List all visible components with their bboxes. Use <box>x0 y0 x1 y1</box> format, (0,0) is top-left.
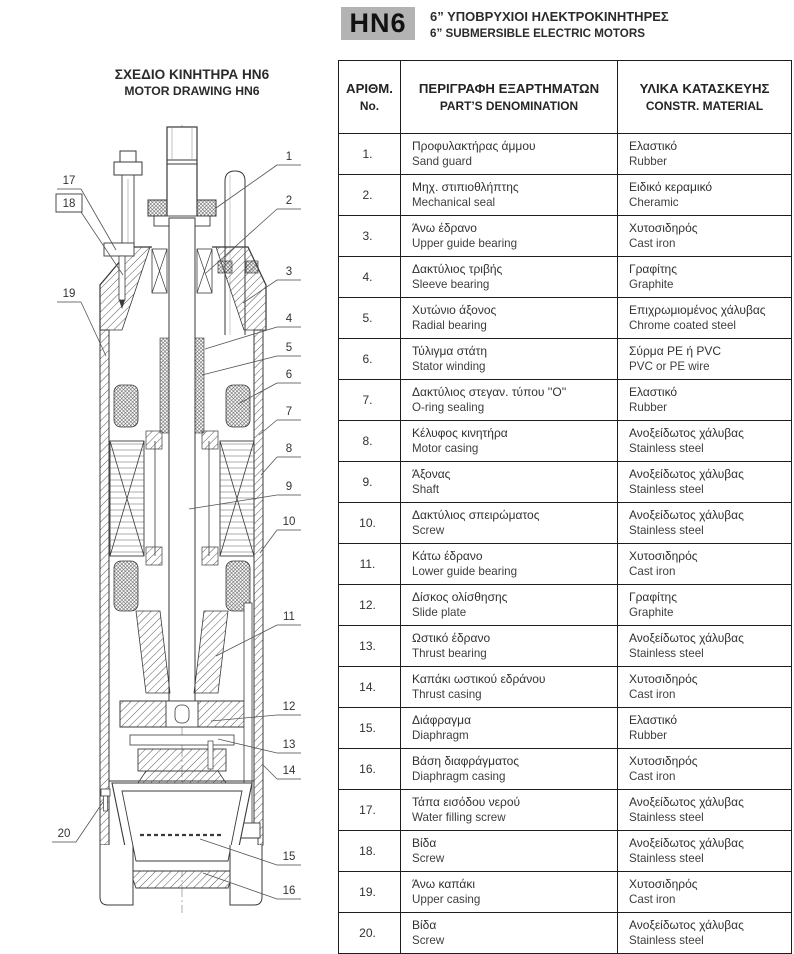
cell-part <box>401 462 618 503</box>
cell-material-text: Stainless steel <box>629 483 704 496</box>
header-part-greek: ΠΕΡΙΓΡΑΦΗ ΕΞΑΡΤΗΜΑΤΩΝ <box>418 81 600 96</box>
cell-part <box>401 421 618 462</box>
cell-part-text: O-ring sealing <box>412 401 485 414</box>
cell-part-text: Screw <box>412 852 445 865</box>
cell-number-text: 11. <box>359 557 376 571</box>
cell-material-text: Stainless steel <box>629 811 704 824</box>
cell-part-text: Thrust casing <box>412 688 482 701</box>
cell-material <box>618 339 792 380</box>
cell-material-text: Ανοξείδωτος χάλυβας <box>629 508 744 522</box>
cell-part <box>401 749 618 790</box>
table-row <box>339 872 792 913</box>
header-material-english: CONSTR. MATERIAL <box>645 99 764 113</box>
cell-material-text: Ανοξείδωτος χάλυβας <box>629 426 744 440</box>
parts-table <box>338 60 792 954</box>
cell-material <box>618 421 792 462</box>
cell-part <box>401 216 618 257</box>
cell-number-text: 3. <box>362 229 373 243</box>
cell-part-text: Shaft <box>412 483 440 496</box>
cell-part <box>401 585 618 626</box>
table-row <box>339 913 792 954</box>
callout-label-16: 16 <box>282 885 296 897</box>
table-row <box>339 831 792 872</box>
callout-leader-line <box>262 764 277 779</box>
cell-number-text: 8. <box>362 434 373 448</box>
cell-material <box>618 503 792 544</box>
cell-part-text: Διάφραγμα <box>412 713 472 727</box>
thrust-assembly <box>120 701 244 783</box>
cell-material <box>618 626 792 667</box>
cell-material-text: Ελαστικό <box>629 385 678 399</box>
cell-number <box>339 380 401 421</box>
cell-number <box>339 913 401 954</box>
cell-number <box>339 790 401 831</box>
cell-part-text: Δακτύλιος τριβής <box>412 262 503 276</box>
cell-part-text: Δακτύλιος σπειρώματος <box>412 508 540 522</box>
cell-material-text: Cast iron <box>629 893 676 906</box>
cell-part-text: Radial bearing <box>412 319 487 332</box>
cell-material-text: Stainless steel <box>629 647 704 660</box>
cell-material-text: Cheramic <box>629 196 679 209</box>
cell-number <box>339 462 401 503</box>
model-badge: HN6 <box>341 7 415 40</box>
cell-material-text: Ανοξείδωτος χάλυβας <box>629 795 744 809</box>
cell-part-text: Άνω έδρανο <box>412 221 477 235</box>
cell-part-text: Sand guard <box>412 155 472 168</box>
cell-material-text: Ελαστικό <box>629 713 678 727</box>
cell-material-text: Επιχρωμιομένος χάλυβας <box>629 303 766 317</box>
cell-material <box>618 749 792 790</box>
cell-part <box>401 298 618 339</box>
callout-leader-line <box>202 356 277 375</box>
motor-drawing-svg <box>48 123 338 923</box>
callout-label-19: 19 <box>62 288 76 300</box>
cell-part <box>401 544 618 585</box>
cell-number-text: 14. <box>359 680 376 694</box>
cell-part-text: Άξονας <box>412 467 451 481</box>
cell-material <box>618 298 792 339</box>
table-row <box>339 257 792 298</box>
callout-label-2: 2 <box>285 195 293 207</box>
cell-number-text: 17. <box>359 803 376 817</box>
cell-number-text: 18. <box>359 844 376 858</box>
callout-label-3: 3 <box>285 266 293 278</box>
table-row <box>339 626 792 667</box>
header-title-english: 6” SUBMERSIBLE ELECTRIC MOTORS <box>430 27 645 40</box>
foot-right <box>230 845 262 905</box>
cell-material <box>618 257 792 298</box>
cell-material-text: Ειδικό κεραμικό <box>629 180 713 194</box>
cell-number <box>339 257 401 298</box>
cell-material <box>618 544 792 585</box>
foot-left <box>100 845 133 905</box>
cell-material-text: Ανοξείδωτος χάλυβας <box>629 467 744 481</box>
callout-label-10: 10 <box>282 516 296 528</box>
cell-part-text: Ωστικό έδρανο <box>412 631 491 645</box>
table-row <box>339 667 792 708</box>
cell-material <box>618 708 792 749</box>
cell-material-text: Γραφίτης <box>629 590 678 604</box>
cell-material-text: Rubber <box>629 401 668 414</box>
cell-part-text: Lower guide bearing <box>412 565 518 578</box>
table-row <box>339 339 792 380</box>
cell-material-text: Cast iron <box>629 237 676 250</box>
cell-material-text: Stainless steel <box>629 524 704 537</box>
cell-number-text: 1. <box>362 147 373 161</box>
callout-leader-line <box>76 802 103 842</box>
cell-material <box>618 216 792 257</box>
callout-label-13: 13 <box>282 739 296 751</box>
callout-label-1: 1 <box>285 151 293 163</box>
cell-material-text: Χυτοσιδηρός <box>629 549 698 563</box>
header-material-greek: ΥΛΙΚΑ ΚΑΤΑΣΚΕΥΗΣ <box>639 81 770 96</box>
table-row <box>339 462 792 503</box>
cell-number-text: 13. <box>359 639 376 653</box>
shaft <box>169 218 195 706</box>
cell-part-text: Upper guide bearing <box>412 237 518 250</box>
callout-label-17: 17 <box>62 175 76 187</box>
cell-material <box>618 380 792 421</box>
cell-number-text: 7. <box>362 393 373 407</box>
cell-material-text: Ανοξείδωτος χάλυβας <box>629 836 744 850</box>
cell-number <box>339 585 401 626</box>
motor-drawing <box>48 123 338 923</box>
cell-number <box>339 708 401 749</box>
cell-material-text: Γραφίτης <box>629 262 678 276</box>
cell-part-text: Water filling screw <box>412 811 506 824</box>
cell-material-text: Graphite <box>629 606 674 619</box>
header-number-english: No. <box>359 99 380 113</box>
cell-number-text: 9. <box>362 475 373 489</box>
cell-material-text: Χυτοσιδηρός <box>629 754 698 768</box>
header-number-greek: ΑΡΙΘΜ. <box>346 81 393 96</box>
cell-part-text: Slide plate <box>412 606 467 619</box>
header-part-english: PART’S DENOMINATION <box>439 99 579 113</box>
page-header <box>430 9 669 42</box>
cell-material-text: Graphite <box>629 278 674 291</box>
callout-label-9: 9 <box>285 481 293 493</box>
motor-cross-section <box>100 127 266 905</box>
cell-number <box>339 749 401 790</box>
cell-part-text: Μηχ. στιπιοθλήπτης <box>412 180 519 194</box>
cell-material-text: Rubber <box>629 729 668 742</box>
cell-part-text: Thrust bearing <box>412 647 487 660</box>
lower-guide-bearing <box>136 611 170 693</box>
cell-part <box>401 134 618 175</box>
cell-material <box>618 872 792 913</box>
header-title-greek: 6” ΥΠΟΒΡΥΧΙΟΙ ΗΛΕΚΤΡΟΚΙΝΗΤΗΡΕΣ <box>430 9 669 24</box>
cell-material-text: Cast iron <box>629 770 676 783</box>
cell-material-text: Rubber <box>629 155 668 168</box>
cell-part <box>401 708 618 749</box>
cell-number-text: 5. <box>362 311 373 325</box>
cell-part-text: Κέλυφος κινητήρα <box>412 426 508 440</box>
cell-material-text: Χυτοσιδηρός <box>629 877 698 891</box>
cell-number <box>339 872 401 913</box>
cell-material <box>618 667 792 708</box>
cell-part-text: Diaphragm <box>412 729 469 742</box>
cell-part-text: Βίδα <box>412 836 437 850</box>
cell-material <box>618 913 792 954</box>
cell-material <box>618 790 792 831</box>
cell-material-text: Chrome coated steel <box>629 319 736 332</box>
cell-number <box>339 831 401 872</box>
stator-winding-bottom <box>114 561 138 611</box>
table-row <box>339 175 792 216</box>
cell-number-text: 4. <box>362 270 373 284</box>
sleeve-bearing <box>160 338 169 433</box>
cell-number-text: 20. <box>359 926 376 940</box>
cell-part-text: Diaphragm casing <box>412 770 506 783</box>
cell-number-text: 6. <box>362 352 373 366</box>
table-row <box>339 298 792 339</box>
cell-material-text: Ανοξείδωτος χάλυβας <box>629 631 744 645</box>
cell-material-text: Stainless steel <box>629 442 704 455</box>
table-row <box>339 585 792 626</box>
motor-casing-right <box>254 330 263 845</box>
cell-part <box>401 503 618 544</box>
cell-part-text: Motor casing <box>412 442 479 455</box>
cell-part-text: Δίσκος ολίσθησης <box>412 590 508 604</box>
cell-material-text: Ελαστικό <box>629 139 678 153</box>
cell-part <box>401 667 618 708</box>
callout-label-18: 18 <box>62 198 76 210</box>
cell-part-text: Χυτώνιο άξονος <box>412 303 497 317</box>
table-header-row <box>339 61 792 134</box>
table-row <box>339 708 792 749</box>
cell-material-text: Stainless steel <box>629 852 704 865</box>
cell-part <box>401 831 618 872</box>
cell-material-text: Cast iron <box>629 688 676 701</box>
cell-number <box>339 134 401 175</box>
cell-number <box>339 175 401 216</box>
callout-label-14: 14 <box>282 765 296 777</box>
cell-number-text: 16. <box>359 762 376 776</box>
cell-number-text: 12. <box>359 598 376 612</box>
cell-material <box>618 462 792 503</box>
cell-material-text: Χυτοσιδηρός <box>629 221 698 235</box>
cell-number <box>339 626 401 667</box>
parts-table-body <box>339 134 792 954</box>
drawing-title-greek: ΣΧΕΔΙΟ ΚΙΝΗΤΗΡΑ HN6 <box>114 67 270 82</box>
table-row <box>339 380 792 421</box>
cell-material-text: Σύρμα PE ή PVC <box>629 344 722 358</box>
cell-part <box>401 380 618 421</box>
cell-number <box>339 667 401 708</box>
cell-part-text: Τάπα εισόδου νερού <box>412 795 521 809</box>
cell-part-text: Βάση διαφράγματος <box>412 754 520 768</box>
cell-part <box>401 339 618 380</box>
table-row <box>339 503 792 544</box>
top-bolt <box>114 151 142 247</box>
cell-part-text: Καπάκι ωστικού εδράνου <box>412 672 546 686</box>
cell-part-text: Screw <box>412 934 445 947</box>
cell-number-text: 19. <box>359 885 376 899</box>
cell-material <box>618 585 792 626</box>
cell-material-text: Ανοξείδωτος χάλυβας <box>629 918 744 932</box>
cell-part-text: Βίδα <box>412 918 437 932</box>
cell-part <box>401 175 618 216</box>
cell-number <box>339 339 401 380</box>
cell-part-text: Προφυλακτήρας άμμου <box>412 139 536 153</box>
table-row <box>339 421 792 462</box>
cell-part-text: Τύλιγμα στάτη <box>412 344 488 358</box>
cell-part <box>401 257 618 298</box>
cell-material <box>618 831 792 872</box>
table-row <box>339 749 792 790</box>
cell-part <box>401 872 618 913</box>
header-material-column <box>618 61 792 134</box>
cell-part-text: Sleeve bearing <box>412 278 490 291</box>
header-number-column <box>339 61 401 134</box>
cell-part-text: Upper casing <box>412 893 481 906</box>
cell-part-text: Κάτω έδρανο <box>412 549 483 563</box>
header-part-column <box>401 61 618 134</box>
motor-casing-left <box>100 330 109 845</box>
cell-part-text: Δακτύλιος στεγαν. τύπου ''Ο'' <box>412 385 567 399</box>
sand-guard <box>148 200 167 216</box>
callout-label-6: 6 <box>285 369 293 381</box>
cell-number <box>339 298 401 339</box>
callout-label-15: 15 <box>282 851 296 863</box>
cell-material-text: Stainless steel <box>629 934 704 947</box>
shaft-top <box>167 127 197 218</box>
cell-number-text: 10. <box>359 516 376 530</box>
drawing-title-english: MOTOR DRAWING HN6 <box>124 84 260 98</box>
cell-part <box>401 626 618 667</box>
callout-label-11: 11 <box>283 611 295 623</box>
table-row <box>339 790 792 831</box>
cell-part-text: Stator winding <box>412 360 486 373</box>
cell-material <box>618 134 792 175</box>
callout-label-7: 7 <box>285 406 293 418</box>
table-row <box>339 544 792 585</box>
callout-label-12: 12 <box>282 701 296 713</box>
stator-winding-top <box>114 385 138 427</box>
cell-part-text: Mechanical seal <box>412 196 496 209</box>
cell-material <box>618 175 792 216</box>
table-row <box>339 216 792 257</box>
cell-material-text: Χυτοσιδηρός <box>629 672 698 686</box>
callout-leader-line <box>205 327 277 349</box>
callout-label-20: 20 <box>57 828 71 840</box>
cell-number <box>339 216 401 257</box>
table-row <box>339 134 792 175</box>
cell-part <box>401 790 618 831</box>
cell-part-text: Άνω καπάκι <box>412 877 475 891</box>
cell-number-text: 15. <box>359 721 376 735</box>
cell-material-text: Cast iron <box>629 565 676 578</box>
cell-part <box>401 913 618 954</box>
cell-number <box>339 421 401 462</box>
cell-number <box>339 544 401 585</box>
cell-number <box>339 503 401 544</box>
drawing-title <box>58 66 326 100</box>
callout-label-5: 5 <box>285 342 293 354</box>
cell-material-text: PVC or PE wire <box>629 360 710 373</box>
cell-part-text: Screw <box>412 524 445 537</box>
cell-number-text: 2. <box>362 188 373 202</box>
callout-label-8: 8 <box>285 443 293 455</box>
callout-label-4: 4 <box>285 313 293 325</box>
